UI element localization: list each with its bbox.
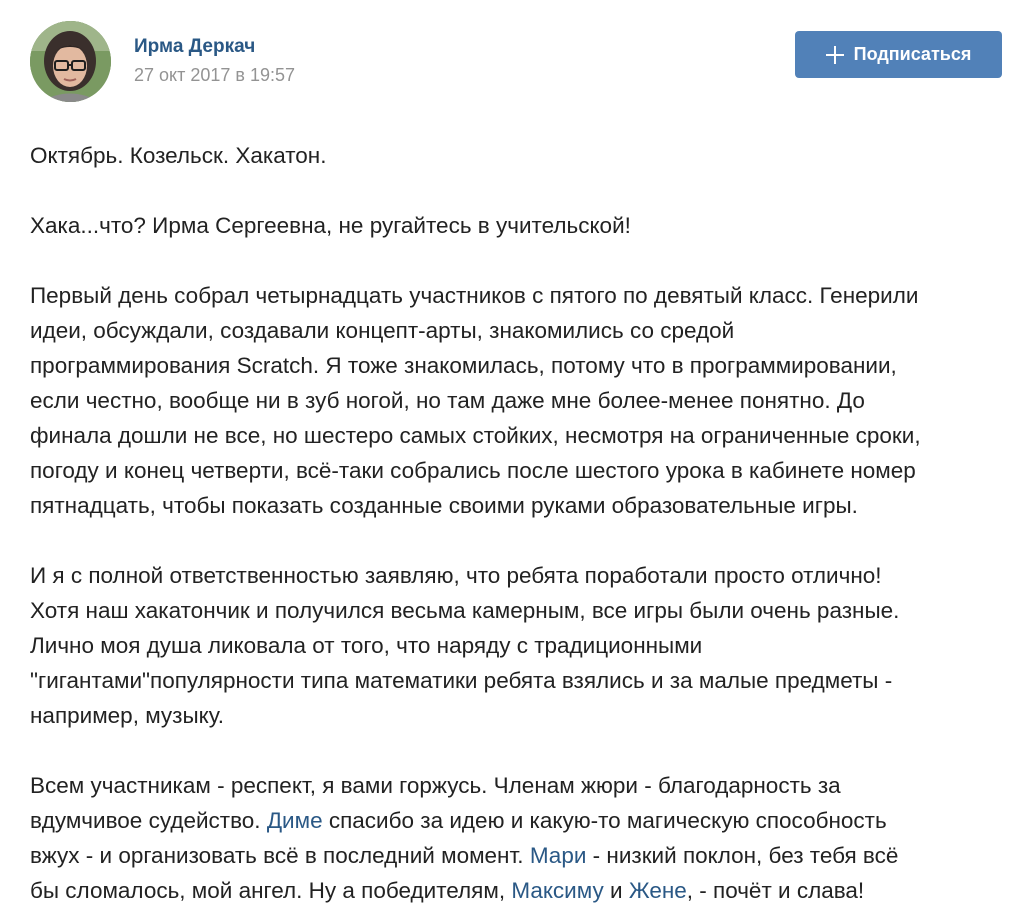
text-line-with-mention xyxy=(30,803,1000,838)
text-line: Хотя наш хакатончик и получился весьма камерным, все игры были очень разные. xyxy=(30,598,900,623)
subscribe-button[interactable] xyxy=(795,31,1002,78)
author-name[interactable]: Ирма Деркач xyxy=(134,36,256,57)
text-line-with-mention xyxy=(30,873,1000,908)
text-line: финала дошли не все, но шестеро самых стойких, несмотря на ограниченные сроки, xyxy=(30,423,921,448)
text-line: "гигантами"популярности типа математики ребята взялись и за малые предметы - xyxy=(30,668,893,693)
text-fragment: - низкий поклон, без тебя всё xyxy=(586,843,899,868)
text-line: Всем участникам - респект, я вами горжусь. Членам жюри - благодарность за xyxy=(30,773,841,798)
text-line: например, музыку. xyxy=(30,703,225,728)
text-line: Хака...что? Ирма Сергеевна, не ругайтесь в учительской! xyxy=(30,213,631,238)
text-line: И я с полной ответственностью заявляю, что ребята поработали просто отлично! xyxy=(30,563,882,588)
avatar-photo-icon xyxy=(30,21,111,102)
text-fragment: вдумчивое судейство. xyxy=(30,808,267,833)
text-line: пятнадцать, чтобы показать созданные своими руками образовательные игры. xyxy=(30,493,858,518)
text-line: погоду и конец четверти, всё-таки собрались после шестого урока в кабинете номер xyxy=(30,458,916,483)
text-line: если честно, вообще ни в зуб ногой, но там даже мне более-менее понятно. До xyxy=(30,388,865,413)
text-fragment: , - почёт и слава! xyxy=(686,878,865,903)
text-fragment: спасибо за идею и какую-то магическую способность xyxy=(322,808,887,833)
post-text xyxy=(30,138,1000,908)
post-date[interactable]: 27 окт 2017 в 19:57 xyxy=(134,65,296,85)
text-line: Первый день собрал четырнадцать участников с пятого по девятый класс. Генерили xyxy=(30,283,919,308)
text-line: программирования Scratch. Я тоже знакомилась, потому что в программировании, xyxy=(30,353,897,378)
plus-icon xyxy=(826,46,844,64)
text-fragment: бы сломалось, мой ангел. Ну а победителям, xyxy=(30,878,512,903)
text-fragment: и xyxy=(603,878,629,903)
mention-link-zhenya[interactable]: Жене xyxy=(628,878,687,903)
avatar[interactable] xyxy=(30,21,111,102)
mention-link-maksim[interactable]: Максиму xyxy=(511,878,604,903)
text-line: Октябрь. Козельск. Хакатон. xyxy=(30,143,327,168)
mention-link-dima[interactable]: Диме xyxy=(266,808,323,833)
text-line: Лично моя душа ликовала от того, что наряду с традиционными xyxy=(30,633,703,658)
text-line-with-mention xyxy=(30,838,1000,873)
text-fragment: вжух - и организовать всё в последний момент. xyxy=(30,843,530,868)
subscribe-label: Подписаться xyxy=(853,44,972,64)
text-line: идеи, обсуждали, создавали концепт-арты, знакомились со средой xyxy=(30,318,735,343)
mention-link-mari[interactable]: Мари xyxy=(529,843,587,868)
